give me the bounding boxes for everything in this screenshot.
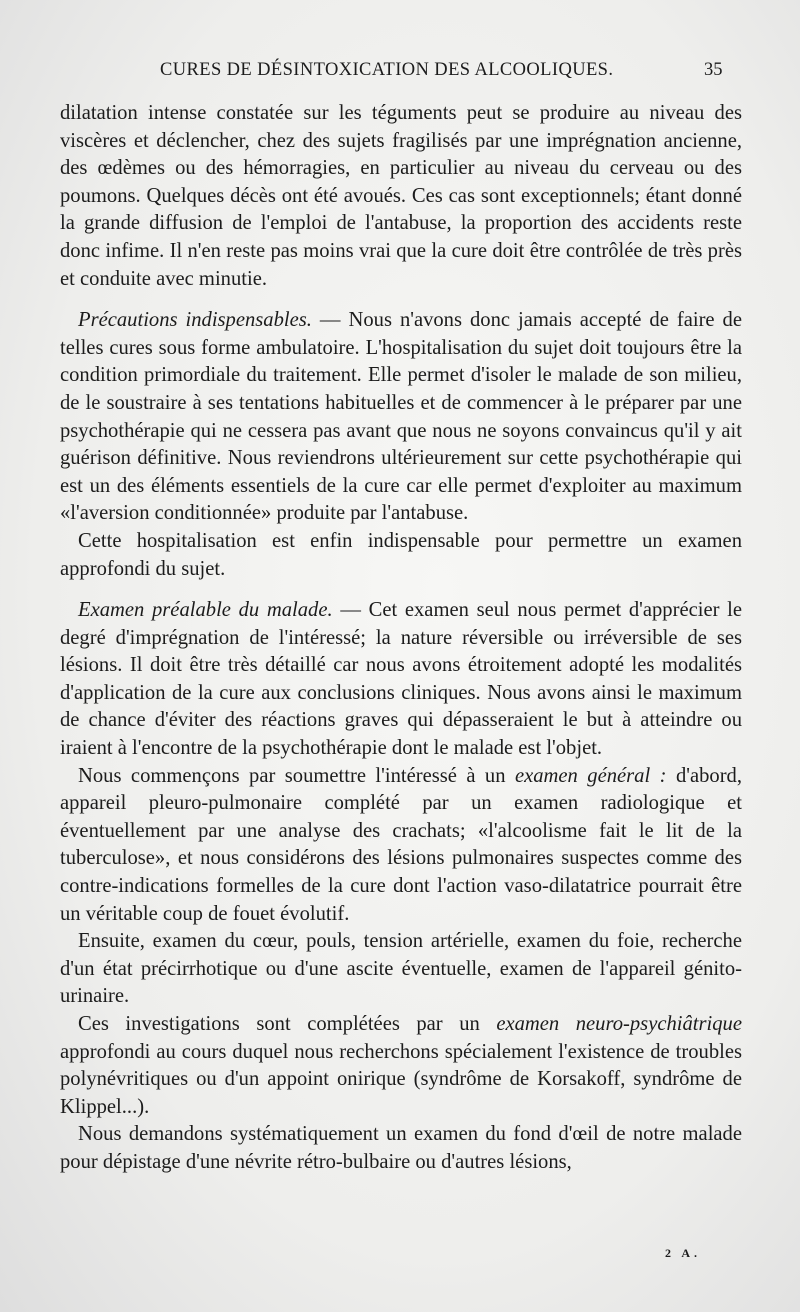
body-text: [60, 100, 742, 1177]
paragraph-continuation: dilatation intense constatée sur les téguments peut se produire au niveau des viscères et déclencher, chez des sujets fragilisés par une imprégnation ancienne, des œdèmes ou des hémorragies, en particulier au niveau du cerveau ou des poumons. Quelques décès ont été avoués. Ces cas sont exceptionnels; étant donné la grande diffusion de l'emploi de l'antabuse, la proportion des accidents reste donc infime. Il n'en reste pas moins vrai que la cure doit être contrôlée de très près et conduite avec minutie.: [60, 102, 742, 290]
signature-mark: 2 A.: [665, 1246, 702, 1260]
section-heading-precautions: Précautions indispensables.: [78, 309, 312, 332]
paragraph-precautions: Précautions indispensables. — Nous n'avons donc jamais accepté de faire de telles cures sous forme ambulatoire. L'hospitalisation du sujet doit toujours être la condition primordiale du traitement. Elle permet d'isoler le malade de son milieu, de le soustraire à ses tentations habituelles et de commencer à le préparer par une psychothérapie qui ne cessera pas avant que nous ne soyons convaincus qu'il y ait guérison définitive. Nous reviendrons ultérieurement sur cette psychothérapie qui est un des éléments essentiels de la cure car elle permet d'exploiter au maximum «l'aversion conditionnée» produite par l'antabuse.: [60, 309, 742, 525]
running-title: CURES DE DÉSINTOXICATION DES ALCOOLIQUES.: [160, 60, 614, 80]
emphasis-examen-general: examen général :: [514, 764, 667, 787]
paragraph-ensuite: Ensuite, examen du cœur, pouls, tension artérielle, examen du foie, recherche d'un état précirrhotique ou d'une ascite éventuelle, examen de l'appareil génito-urinaire.: [60, 930, 742, 1008]
page-number: 35: [704, 60, 723, 80]
emphasis-examen-neuro: examen neuro-psychiâtrique: [496, 1013, 742, 1035]
paragraph-fond-oeil: Nous demandons systématiquement un examen du fond d'œil de notre malade pour dépistage d'une névrite rétro-bulbaire ou d'autres lésions,: [60, 1123, 742, 1173]
paragraph-hospitalisation: Cette hospitalisation est enfin indispensable pour permettre un examen approfondi du sujet.: [60, 529, 742, 580]
paragraph-investigations: Ces investigations sont complétées par un examen neuro-psychiâtrique approfondi au cours duquel nous recherchons spécialement l'existence de troubles polynévritiques ou d'un appoint onirique (syndrôme de Korsakoff, syndrôme de Klippel...).: [60, 1013, 742, 1118]
paragraph-examen-prealable: Examen préalable du malade. — Cet examen seul nous permet d'apprécier le degré d'imprégnation de l'intéressé; la nature réversible ou irréversible de ses lésions. Il doit être très détaillé car nous avons étroitement adopté les modalités d'application de la cure aux conclusions cliniques. Nous avons ainsi le maximum de chance d'éviter des réactions graves qui dépasseraient le but à atteindre ou iraient à l'encontre de la psychothérapie dont le malade est l'objet.: [60, 599, 742, 760]
section-heading-examen: Examen préalable du malade.: [78, 599, 333, 622]
paragraph-examen-general: Nous commençons par soumettre l'intéressé à un examen général : d'abord, appareil pleuro-pulmonaire complété par un examen radiologique et éventuellement par une analyse des crachats; «l'alcoolisme fait le lit de la tuberculose», et nous considérons des lésions pulmonaires suspectes comme des contre-indications formelles de la cure dont l'action vaso-dilatatrice pourrait être un véritable coup de fouet évolutif.: [60, 764, 743, 925]
running-head: [0, 60, 800, 86]
